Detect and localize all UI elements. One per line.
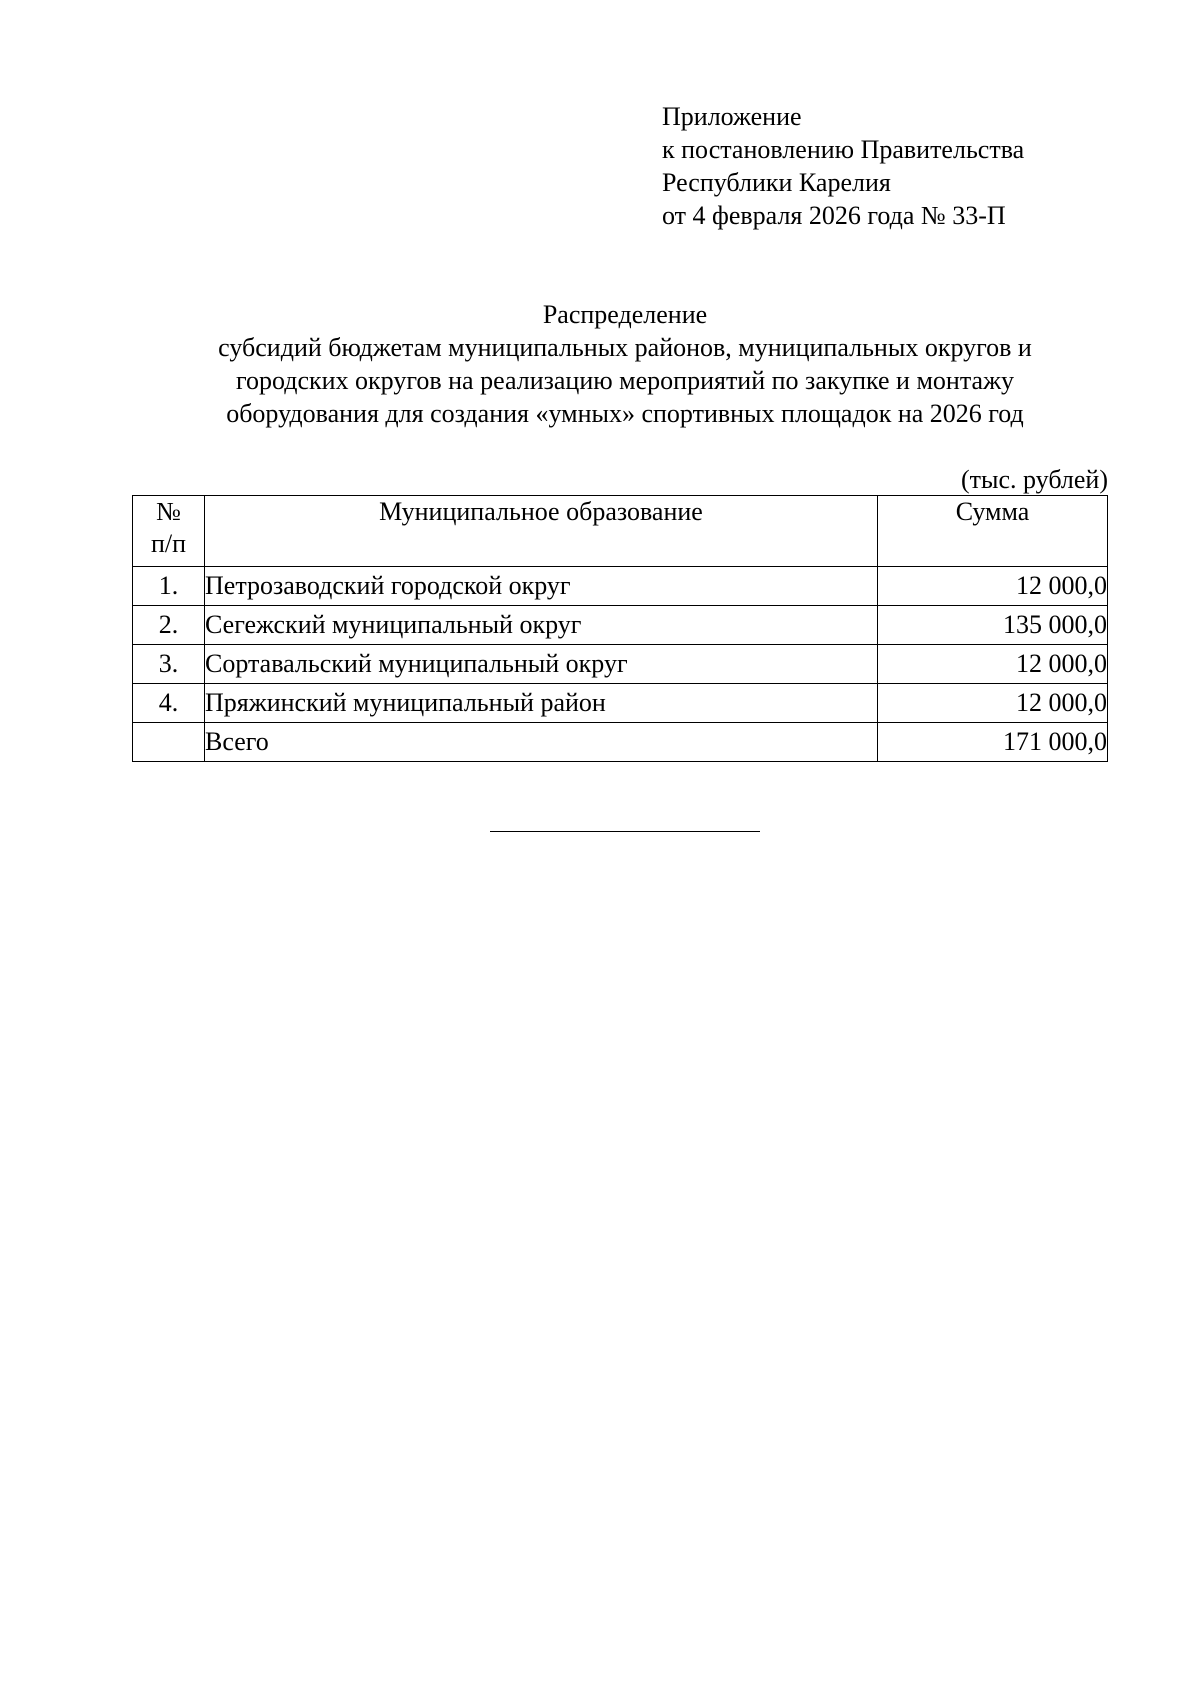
- table-total-row: [133, 723, 1108, 762]
- row-number: 3.: [133, 645, 205, 684]
- title-line: оборудования для создания «умных» спортивных площадок на 2026 год: [226, 399, 1024, 428]
- annex-block: [662, 100, 1024, 232]
- header-number: [133, 496, 205, 567]
- title-line: городских округов на реализацию мероприятий по закупке и монтажу: [235, 366, 1015, 395]
- row-municipality: Сегежский муниципальный округ: [205, 606, 878, 645]
- table-header-row: [133, 496, 1108, 567]
- total-number: [133, 723, 205, 762]
- table-row: [133, 567, 1108, 606]
- units-note: (тыс. рублей): [960, 465, 1108, 494]
- header-number-symbol: №: [156, 497, 181, 526]
- title-line: субсидий бюджетам муниципальных районов, муниципальных округов и: [218, 333, 1032, 362]
- header-sum: Сумма: [878, 496, 1108, 567]
- table-row: [133, 645, 1108, 684]
- row-number: 1.: [133, 567, 205, 606]
- distribution-table: [132, 495, 1108, 762]
- row-number: 4.: [133, 684, 205, 723]
- closing-divider: [490, 831, 760, 832]
- row-sum: 12 000,0: [878, 645, 1108, 684]
- row-municipality: Сортавальский муниципальный округ: [205, 645, 878, 684]
- total-sum: 171 000,0: [878, 723, 1108, 762]
- header-municipality: Муниципальное образование: [205, 496, 878, 567]
- table-row: [133, 606, 1108, 645]
- row-sum: 12 000,0: [878, 567, 1108, 606]
- header-number-abbr: п/п: [150, 529, 187, 558]
- row-municipality: Петрозаводский городской округ: [205, 567, 878, 606]
- total-label: Всего: [205, 723, 878, 762]
- title-line: Распределение: [542, 300, 708, 329]
- table-row: [133, 684, 1108, 723]
- row-number: 2.: [133, 606, 205, 645]
- annex-line: к постановлению Правительства: [662, 135, 1025, 164]
- document-title: [130, 298, 1120, 430]
- annex-line: Республики Карелия: [662, 168, 891, 197]
- annex-line: от 4 февраля 2026 года № 33-П: [662, 201, 1006, 230]
- row-sum: 12 000,0: [878, 684, 1108, 723]
- row-municipality: Пряжинский муниципальный район: [205, 684, 878, 723]
- annex-line: Приложение: [662, 102, 802, 131]
- row-sum: 135 000,0: [878, 606, 1108, 645]
